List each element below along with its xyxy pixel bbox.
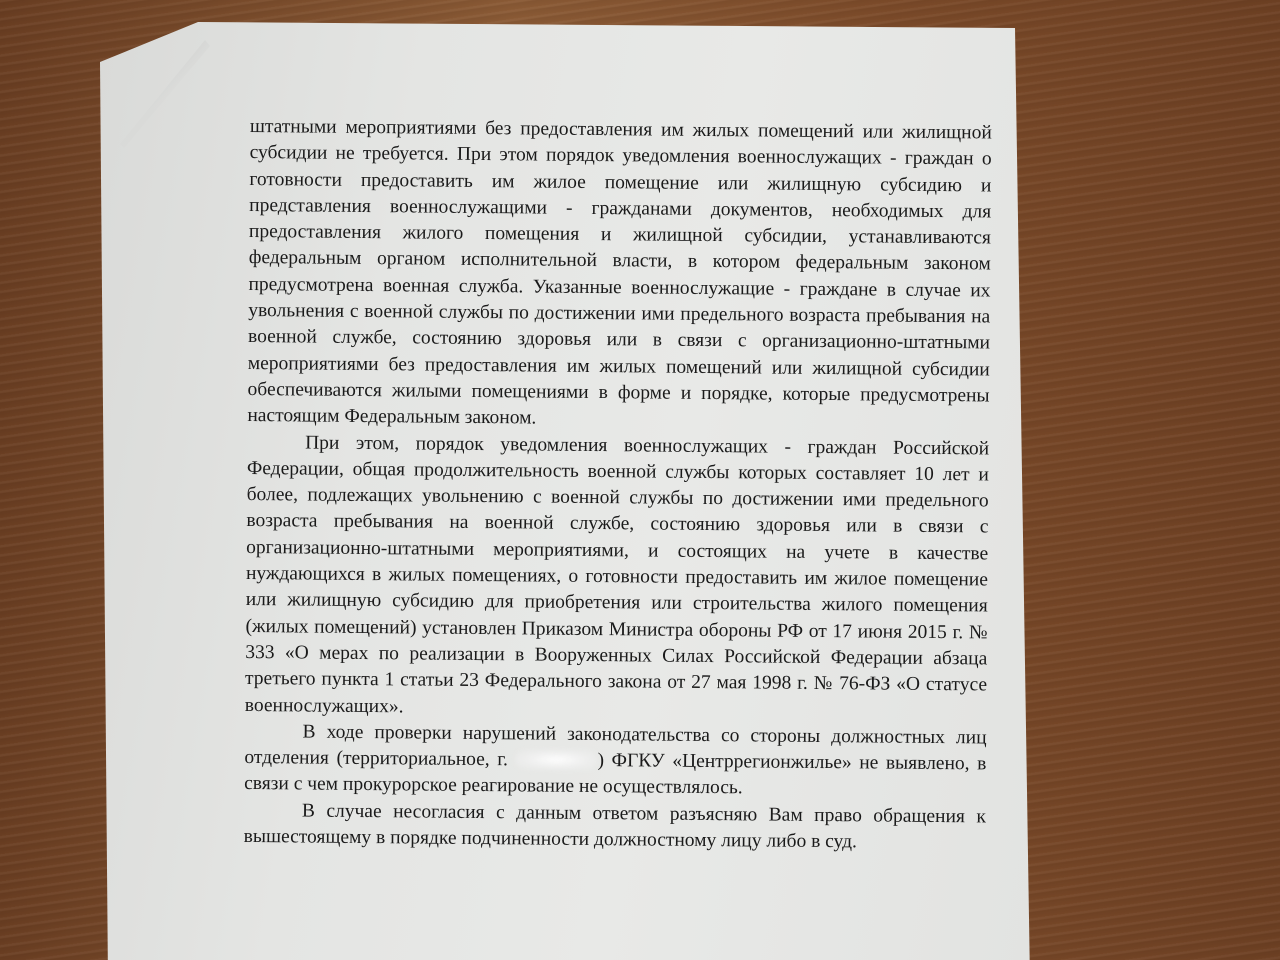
paragraph-4: В случае несогласия с данным ответом разъясняю Вам право обращения к вышестоящему в порядке подчиненности должностному лицу либо в суд.	[243, 800, 986, 853]
paragraph-1: штатными мероприятиями без предоставления им жилых помещений или жилищной субсидии не требуется. При этом порядок уведомления военнослужащих - граждан о готовности предоставить им жилое помещение или жилищную субсидию и представления военнослужащими - гражданами документов, необходимых для предоставления жилого помещения и жилищной субсидии, устанавливаются федеральным органом исполнительной власти, в котором федеральным законом предусмотрена военная служба. Указанные военнослужащие - граждане в случае их увольнения с военной службы по достижении ими предельного возраста пребывания на военной службе, состоянию здоровья или в связи с организационно-штатными мероприятиями без предоставления им жилых помещений или жилищной субсидии обеспечиваются жилыми помещениями в форме и порядке, которые предусмотрены настоящим Федеральным законом.	[247, 115, 992, 429]
redacted-city-blur	[515, 749, 597, 770]
paragraph-3-text-after: ) ФГКУ «Центррегионжилье» не выявлено, в связи с чем прокурорское реагирование не осуществлялось.	[244, 750, 987, 799]
paragraph-3	[244, 719, 987, 804]
paragraph-3-text-before: В ходе проверки нарушений законодательства со стороны должностных лиц отделения (территориальное, г.	[244, 721, 987, 771]
paragraph-2: При этом, порядок уведомления военнослужащих - граждан Российской Федерации, общая продолжительность военной службы которых составляет 10 лет и более, подлежащих увольнению с военной службы по достижении ими предельного возраста пребывания на военной службе, состоянию здоровья или в связи с организационно-штатными мероприятиями, и состоящих на учете в качестве нуждающихся в жилых помещениях, о готовности предоставить им жилое помещение или жилищную субсидию для приобретения или строительства жилого помещения (жилых помещений) установлен Приказом Министра обороны РФ от 17 июня 2015 г. № 333 «О мерах по реализации в Вооруженных Силах Российской Федерации абзаца третьего пункта 1 статьи 23 Федерального закона от 27 мая 1998 г. № 76-ФЗ «О статусе военнослужащих».	[244, 432, 990, 717]
document-body	[244, 114, 992, 857]
